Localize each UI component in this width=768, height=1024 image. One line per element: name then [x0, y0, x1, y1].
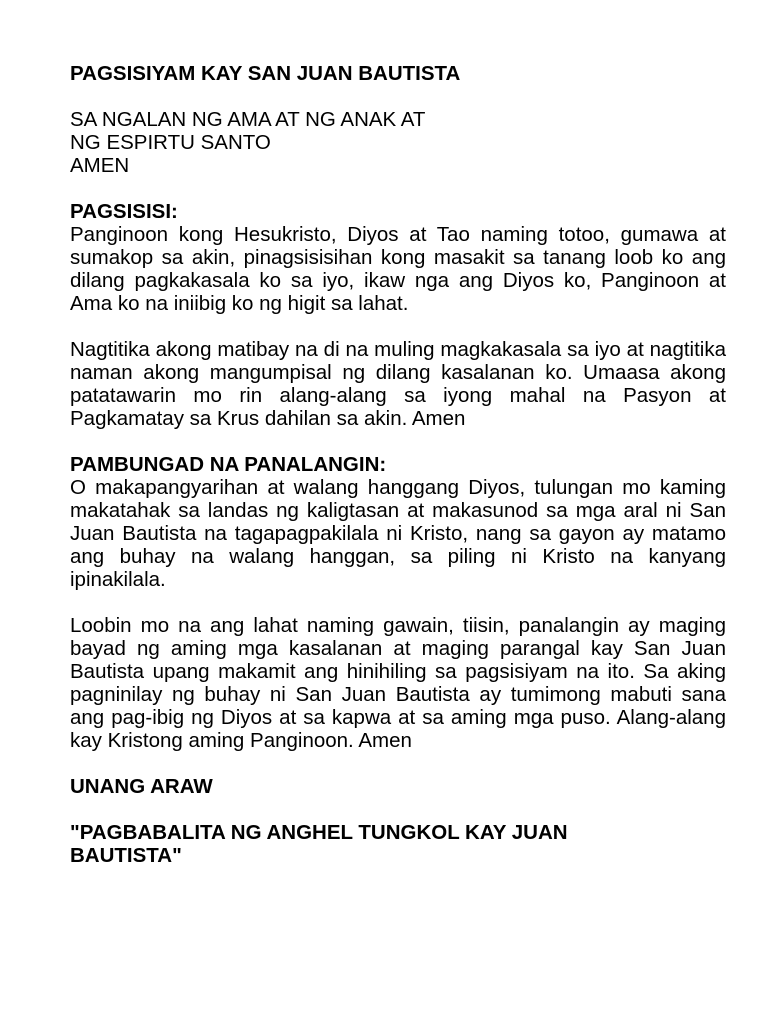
opening-line-2: NG ESPIRTU SANTO	[70, 131, 271, 154]
unang-araw-subheading-line-2: BAUTISTA"	[70, 844, 182, 867]
spacer	[70, 177, 726, 200]
pagsisisi-paragraph-2: Nagtitika akong matibay na di na muling magkakasala sa iyo at nagtitika naman akong mangumpisal ng dilang kasalanan ko. Umaasa akong patatawarin mo rin alang-alang sa iyong mahal na Pasyon at Pagkamatay sa Krus dahilan sa akin. Amen	[70, 338, 726, 430]
spacer	[70, 798, 726, 821]
spacer	[70, 752, 726, 775]
opening-line-1: SA NGALAN NG AMA AT NG ANAK AT	[70, 108, 426, 131]
spacer	[70, 430, 726, 453]
spacer	[70, 85, 726, 108]
document-title: PAGSISIYAM KAY SAN JUAN BAUTISTA	[70, 62, 461, 85]
spacer	[70, 591, 726, 614]
pagsisisi-heading: PAGSISISI:	[70, 200, 178, 223]
spacer	[70, 315, 726, 338]
pambungad-heading: PAMBUNGAD NA PANALANGIN:	[70, 453, 387, 476]
opening-line-3: AMEN	[70, 154, 130, 177]
unang-araw-heading: UNANG ARAW	[70, 775, 213, 798]
document-page	[70, 62, 726, 867]
unang-araw-subheading-line-1: "PAGBABALITA NG ANGHEL TUNGKOL KAY JUAN	[70, 821, 568, 844]
pambungad-paragraph-1: O makapangyarihan at walang hanggang Diyos, tulungan mo kaming makatahak sa landas ng kaligtasan at makasunod sa mga aral ni San Juan Bautista na tagapagpakilala ni Kristo, nang sa gayon ay matamo ang buhay na walang hanggan, sa piling ni Kristo na kanyang ipinakilala.	[70, 476, 726, 591]
pambungad-paragraph-2: Loobin mo na ang lahat naming gawain, tiisin, panalangin ay maging bayad ng aming mga kasalanan at maging parangal kay San Juan Bautista upang makamit ang hinihiling sa pagsisiyam na ito. Sa aking pagninilay ng buhay ni San Juan Bautista ay tumimong mabuti sana ang pag-ibig ng Diyos at sa kapwa at sa aming mga puso. Alang-alang kay Kristong aming Panginoon. Amen	[70, 614, 726, 752]
pagsisisi-paragraph-1: Panginoon kong Hesukristo, Diyos at Tao naming totoo, gumawa at sumakop sa akin, pinagsisisihan kong masakit sa tanang loob ko ang dilang pagkakasala ko sa iyo, ikaw nga ang Diyos ko, Panginoon at Ama ko na iniibig ko ng higit sa lahat.	[70, 223, 726, 315]
